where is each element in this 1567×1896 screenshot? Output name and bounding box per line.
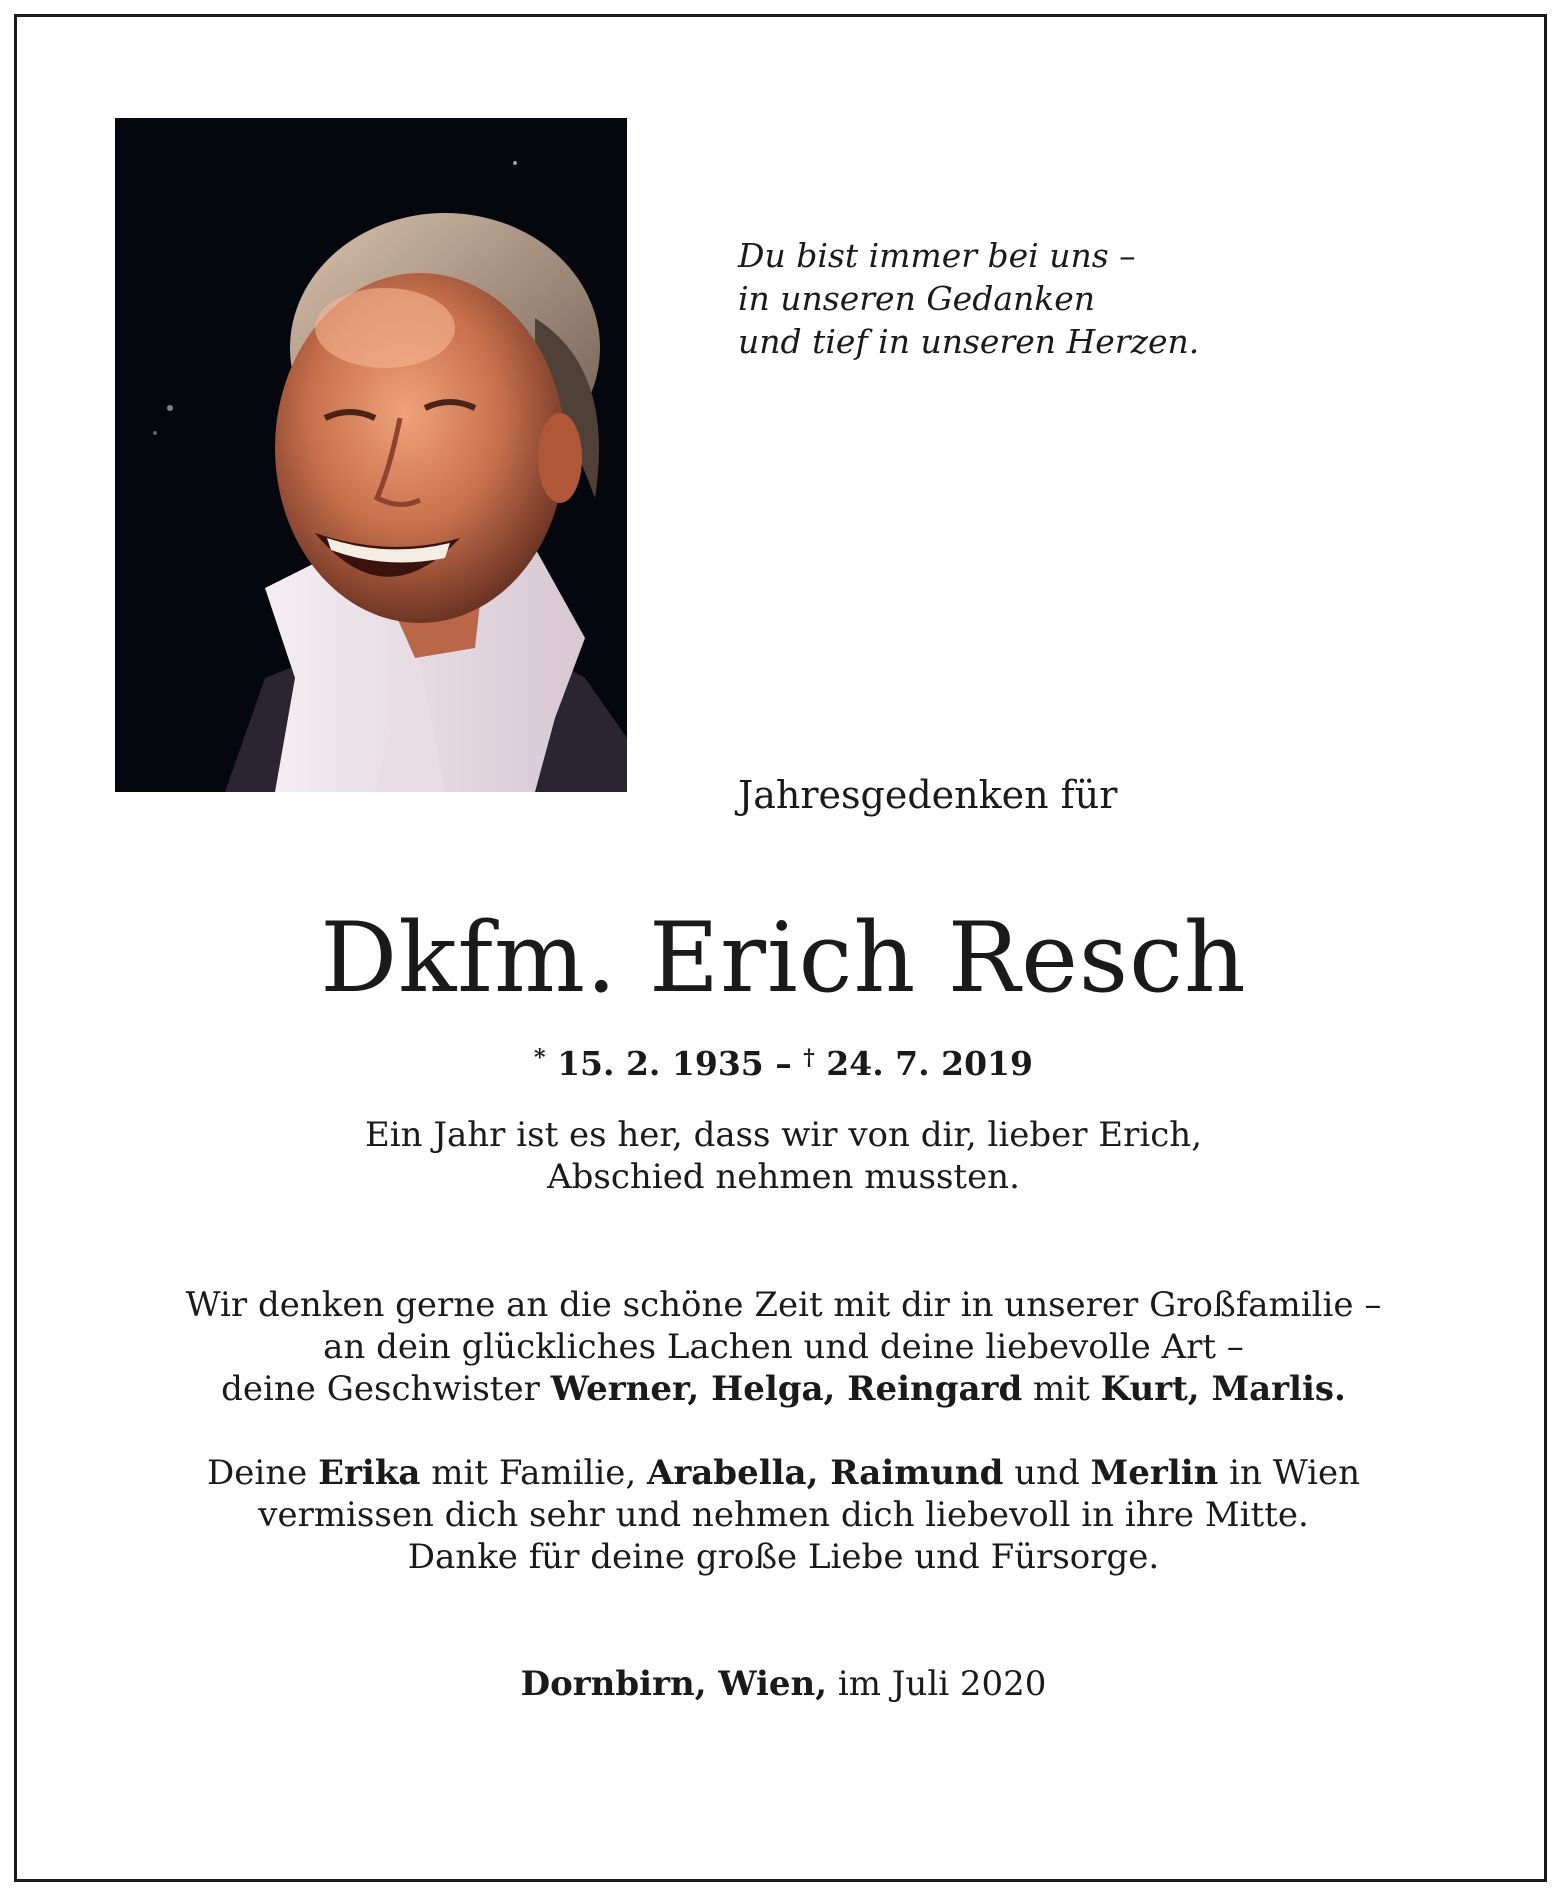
text-segment: in Wien (1218, 1453, 1360, 1493)
paragraph-siblings (0, 1284, 1567, 1410)
deceased-name: Dkfm. Erich Resch (320, 902, 1247, 1014)
verse-line: und tief in unseren Herzen. (738, 322, 1200, 361)
paragraph-anniversary (0, 1114, 1567, 1198)
portrait-photo (115, 118, 627, 792)
paragraph-line: Abschied nehmen mussten. (547, 1157, 1020, 1197)
text-segment: und (1003, 1453, 1091, 1493)
memorial-intro: Jahresgedenken für (738, 773, 1118, 817)
birth-date: 15. 2. 1935 (557, 1044, 764, 1083)
signature-line (0, 1663, 1567, 1705)
paragraph-line: Danke für deine große Liebe und Fürsorge. (407, 1537, 1160, 1577)
text-segment: mit (1022, 1369, 1101, 1409)
paragraph-family (0, 1452, 1567, 1578)
paragraph-line (0, 1452, 1567, 1494)
paragraph-line: vermissen dich sehr und nehmen dich liebevoll in ihre Mitte. (258, 1495, 1309, 1535)
death-date: 24. 7. 2019 (826, 1044, 1033, 1083)
signature-date: im Juli 2020 (827, 1664, 1047, 1704)
text-segment: mit Familie, (420, 1453, 647, 1493)
sibling-names: Kurt, Marlis. (1100, 1369, 1346, 1409)
family-name: Erika (318, 1453, 421, 1493)
paragraph-line (0, 1368, 1567, 1410)
paragraph-line (0, 1663, 1567, 1705)
paragraph-line: an dein glückliches Lachen und deine liebevolle Art – (323, 1327, 1244, 1367)
family-name: Merlin (1090, 1453, 1219, 1493)
text-segment: Deine (207, 1453, 319, 1493)
verse-line: Du bist immer bei uns – (738, 236, 1136, 275)
family-name: Arabella, Raimund (646, 1453, 1004, 1493)
birth-symbol: * (534, 1045, 546, 1071)
date-separator: – (763, 1044, 792, 1083)
memorial-verse (738, 234, 1199, 363)
paragraph-line: Wir denken gerne an die schöne Zeit mit dir in unserer Großfamilie – (185, 1285, 1382, 1325)
verse-line: in unseren Gedanken (738, 279, 1096, 318)
death-symbol: † (803, 1045, 815, 1071)
life-dates (0, 1036, 1567, 1086)
sibling-names: Werner, Helga, Reingard (550, 1369, 1023, 1409)
text-segment: deine Geschwister (221, 1369, 551, 1409)
paragraph-line: Ein Jahr ist es her, dass wir von dir, lieber Erich, (364, 1115, 1203, 1155)
signature-places: Dornbirn, Wien, (520, 1664, 828, 1704)
